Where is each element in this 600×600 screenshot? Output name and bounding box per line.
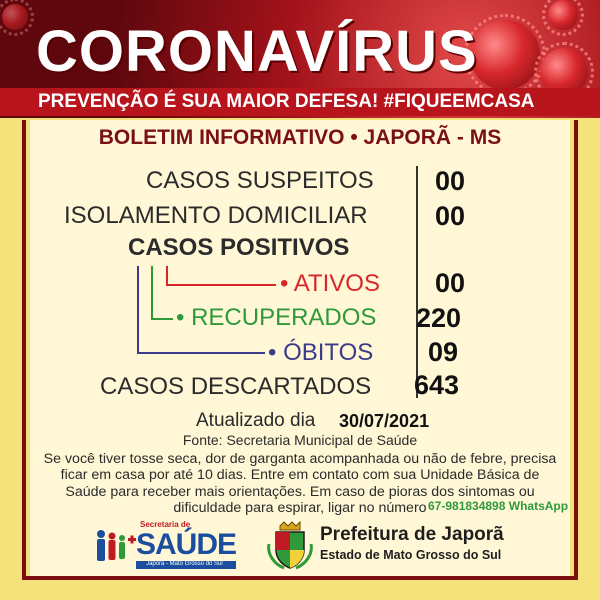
ativos-label: • ATIVOS [280, 270, 380, 297]
page-title: CORONAVÍRUS [36, 19, 478, 84]
recuperados-value: 220 [416, 303, 462, 333]
prefeitura-title: Prefeitura de Japorã [320, 524, 504, 545]
positivos-label: CASOS POSITIVOS [128, 234, 350, 261]
whatsapp-number[interactable]: 67-981834898 WhatsApp [428, 499, 569, 513]
saude-top-text: Secretaria de [140, 520, 191, 529]
municipal-crest-icon [266, 520, 314, 570]
saude-people-icon [94, 524, 138, 568]
descartados-label: CASOS DESCARTADOS [100, 373, 372, 400]
column-divider [416, 166, 418, 398]
updated-label: Atualizado dia [196, 410, 316, 431]
bulletin-heading: BOLETIM INFORMATIVO • JAPORÃ - MS [98, 126, 502, 149]
virus-icon [470, 20, 540, 90]
prefeitura-subtitle: Estado de Mato Grosso do Sul [320, 548, 502, 562]
suspeitos-label: CASOS SUSPEITOS [146, 167, 374, 194]
obitos-label: • ÓBITOS [268, 339, 374, 366]
obitos-value: 09 [428, 337, 459, 367]
virus-icon [2, 4, 28, 30]
suspeitos-value: 00 [435, 166, 466, 196]
ativos-value: 00 [435, 268, 466, 298]
saude-subtext: Japorã - Mato Grosso do Sul [146, 561, 223, 567]
descartados-value: 643 [414, 370, 460, 400]
source-note: Fonte: Secretaria Municipal de Saúde [182, 432, 418, 448]
advice-text: Se você tiver tosse seca, dor de garganta acompanhada ou não de febre, precisa ficar em casa por até 10 dias. Entre em contato com sua Unidade Básica de Saúde para receber mais orientações. Em caso de pioras dos sintomas ou dificuldade para espirar, ligar no número [43, 451, 557, 517]
isolamento-label: ISOLAMENTO DOMICILIAR [64, 202, 368, 229]
virus-icon [548, 0, 578, 30]
recuperados-label: • RECUPERADOS [176, 304, 377, 331]
saude-wordmark: SAÚDE [136, 528, 237, 561]
subtitle: PREVENÇÃO É SUA MAIOR DEFESA! #FIQUEEMCASA [38, 91, 535, 112]
header-banner [0, 0, 600, 118]
ativos-connector [166, 266, 276, 286]
isolamento-value: 00 [435, 201, 466, 231]
saude-logo [94, 520, 240, 572]
updated-date: 30/07/2021 [339, 411, 430, 431]
